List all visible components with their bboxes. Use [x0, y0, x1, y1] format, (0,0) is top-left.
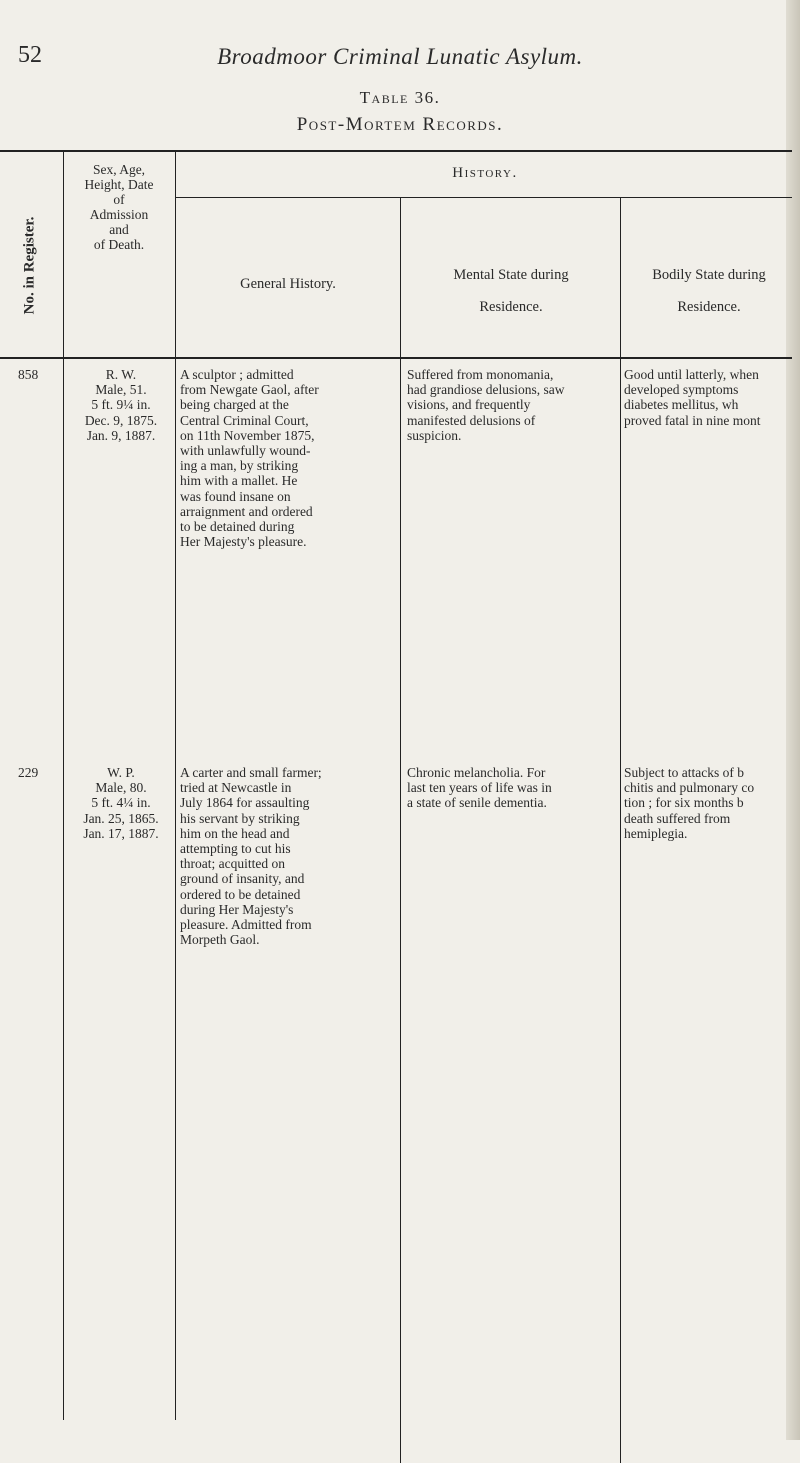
header-sex-line: of Death. [93, 237, 145, 252]
record-general-line: arraignment and ordered [180, 503, 313, 519]
record-bodily-line: hemiplegia. [624, 825, 688, 841]
record-bodily-state [624, 765, 792, 841]
record-sex-age [70, 765, 172, 841]
header-register-number [10, 190, 50, 340]
record-bodily-line: proved fatal in nine mont [624, 412, 761, 428]
record-bodily-line: Good until latterly, when [624, 367, 759, 382]
record-general-line: July 1864 for assaulting [180, 795, 310, 811]
record-general-line: on 11th November 1875, [180, 427, 315, 443]
header-sex-line: Sex, Age, [92, 162, 146, 177]
record-general-line: to be detained during [180, 519, 295, 535]
record-general-line: his servant by striking [180, 810, 300, 826]
record-general-line: throat; acquitted on [180, 856, 285, 872]
header-sex-line: and [109, 222, 129, 237]
record-general-line: ground of insanity, and [180, 871, 305, 887]
record-sex-line: Jan. 9, 1887. [86, 427, 156, 443]
column-divider-2 [175, 150, 176, 1420]
record-bodily-line: death suffered from [624, 810, 731, 826]
record-sex-line: R. W. [105, 367, 137, 382]
record-sex-line: Male, 51. [95, 382, 147, 398]
record-general-line: from Newgate Gaol, after [180, 382, 319, 398]
record-register-number: 858 [18, 367, 39, 382]
column-divider-4 [620, 198, 621, 1463]
record-general-line: was found insane on [180, 488, 291, 504]
history-underline-rule [175, 197, 792, 198]
record-sex-line: W. P. [107, 765, 135, 780]
record-bodily-state [624, 367, 792, 428]
column-divider-3 [400, 198, 401, 1463]
record-general-line: him on the head and [180, 825, 290, 841]
header-bodily-line: Residence. [677, 299, 741, 315]
header-general-history: General History. [240, 276, 336, 292]
record-general-line: A carter and small farmer; [180, 765, 322, 780]
record-sex-line: Dec. 9, 1875. [84, 412, 158, 428]
record-general-line: during Her Majesty's [180, 901, 294, 917]
page-number: 52 [18, 42, 42, 68]
header-history: History. [452, 165, 518, 181]
record-general-line: ordered to be detained [180, 886, 301, 902]
header-sex-age [66, 162, 172, 252]
header-mental-line: Residence. [479, 299, 543, 315]
record-sex-line: 5 ft. 4¼ in. [91, 795, 151, 811]
header-sex-line: Admission [89, 207, 149, 222]
record-bodily-line: diabetes mellitus, wh [624, 397, 739, 413]
record-bodily-line: Subject to attacks of b [624, 765, 744, 780]
record-sex-line: Jan. 25, 1865. [83, 810, 159, 826]
record-mental-state [407, 765, 617, 811]
record-general-line: attempting to cut his [180, 841, 291, 857]
table-title: Post-Mortem Records. [296, 114, 504, 135]
record-sex-age [70, 367, 172, 443]
column-divider-1 [63, 150, 64, 1420]
header-mental-state [405, 267, 617, 331]
header-sex-line: of [113, 192, 125, 207]
record-general-line: being charged at the [180, 397, 289, 413]
record-mental-line: a state of senile dementia. [407, 795, 547, 811]
record-bodily-line: chitis and pulmonary co [624, 780, 755, 796]
record-register-number: 229 [18, 765, 39, 780]
record-mental-line: visions, and frequently [407, 397, 531, 413]
record-general-history [180, 765, 396, 947]
record-general-line: him with a mallet. He [180, 473, 298, 489]
record-mental-line: last ten years of life was in [407, 780, 552, 796]
record-general-line: Morpeth Gaol. [180, 932, 260, 948]
record-mental-state [407, 367, 617, 443]
record-general-line: Central Criminal Court, [180, 412, 309, 428]
record-sex-line: 5 ft. 9¼ in. [91, 397, 151, 413]
header-bodily-line: Bodily State during [652, 267, 766, 283]
record-general-history [180, 367, 396, 549]
record-general-line: ing a man, by striking [180, 458, 299, 474]
record-mental-line: manifested delusions of [407, 412, 536, 428]
running-head: Broadmoor Criminal Lunatic Asylum. [217, 44, 583, 69]
record-general-line: pleasure. Admitted from [180, 917, 312, 933]
header-bottom-rule [0, 357, 792, 359]
record-mental-line: Suffered from monomania, [407, 367, 554, 382]
table-number: Table 36. [359, 88, 441, 107]
header-mental-line: Mental State during [453, 267, 569, 283]
record-sex-line: Male, 80. [95, 780, 147, 796]
header-sex-line: Height, Date [84, 177, 154, 192]
table-top-rule [0, 150, 792, 152]
header-bodily-state [625, 267, 793, 331]
record-sex-line: Jan. 17, 1887. [83, 825, 159, 841]
record-mental-line: had grandiose delusions, saw [407, 382, 565, 398]
record-general-line: A sculptor ; admitted [180, 367, 294, 382]
page-edge-shadow [786, 0, 800, 1440]
record-general-line: tried at Newcastle in [180, 780, 292, 796]
record-general-line: with unlawfully wound- [180, 443, 311, 459]
record-bodily-line: tion ; for six months b [624, 795, 744, 811]
header-register-label: No. in Register. [21, 216, 38, 314]
record-mental-line: Chronic melancholia. For [407, 765, 546, 780]
record-bodily-line: developed symptoms [624, 382, 739, 398]
record-mental-line: suspicion. [407, 427, 462, 443]
record-general-line: Her Majesty's pleasure. [180, 534, 307, 550]
